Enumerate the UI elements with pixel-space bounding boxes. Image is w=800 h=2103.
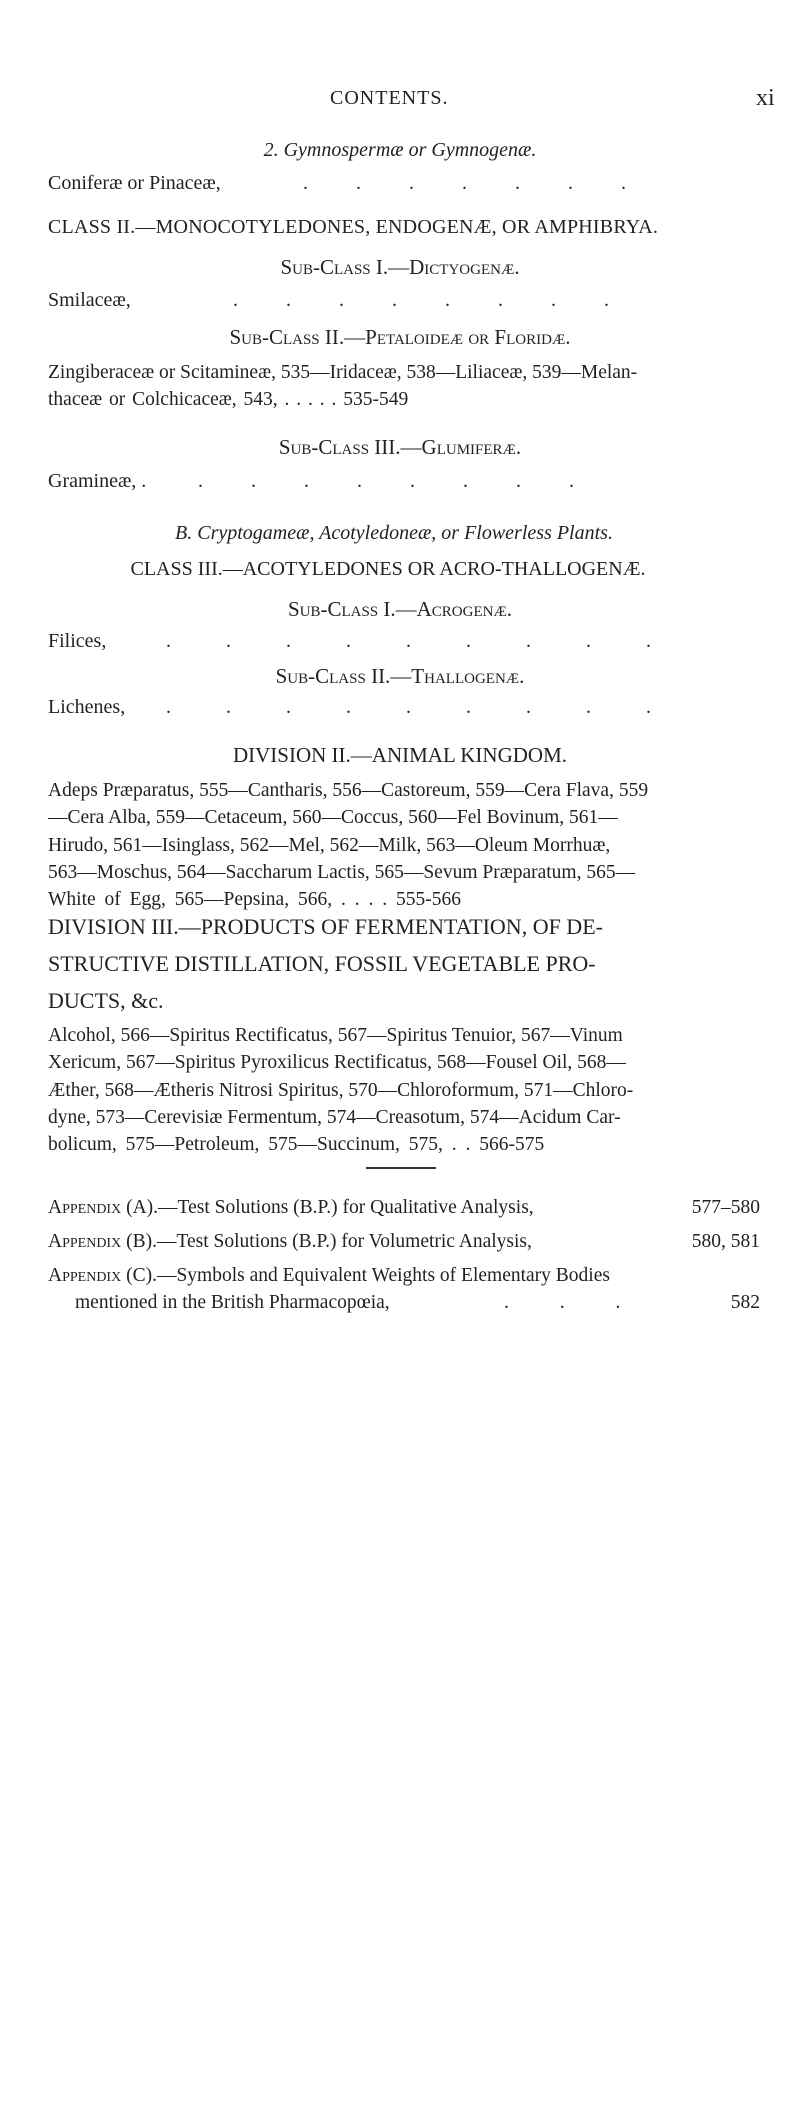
text-line: Zingiberaceæ or Scitamineæ, 535—Iridaceæ, 538—Liliaceæ, 539—Melan- <box>48 362 638 383</box>
toc-entry-coniferae <box>48 172 760 200</box>
text-line: 563—Moschus, 564—Saccharum Lactis, 565—Sevum Præparatum, 565— <box>48 861 636 883</box>
leader-dots: . . . . . . . . <box>233 289 609 311</box>
appendix-c-continuation <box>75 1292 760 1314</box>
entry-name: Gramineæ, . <box>48 470 147 492</box>
text-line: White of Egg, 565—Pepsina, 566, . . . . 555-566 <box>48 889 461 911</box>
section-divider <box>366 1167 436 1169</box>
text-line: Adeps Præparatus, 555—Cantharis, 556—Castoreum, 559—Cera Flava, 559 <box>48 780 649 801</box>
toc-entry-smilaceae <box>48 289 760 317</box>
cryptogameae-heading: B. Cryptogameæ, Acotyledoneæ, or Flowerless Plants. <box>175 522 613 544</box>
entry-name: Filices, <box>48 630 107 652</box>
text-line: —Cera Alba, 559—Cetaceum, 560—Coccus, 560—Fel Bovinum, 561— <box>48 807 618 829</box>
subclass-i-heading: Sub-Class I.—Dictyogenæ. <box>280 255 520 279</box>
text-line: Æther, 568—Ætheris Nitrosi Spiritus, 570—Chloroformum, 571—Chloro- <box>48 1079 634 1101</box>
text-line: dyne, 573—Cerevisiæ Fermentum, 574—Creasotum, 574—Acidum Car- <box>48 1106 621 1128</box>
appendix-b-entry <box>48 1231 760 1253</box>
entry-name: Coniferæ or Pinaceæ, <box>48 172 221 194</box>
appendix-label: Appendix (C). <box>48 1265 157 1286</box>
appendix-page: 580, 581 <box>691 1231 760 1252</box>
fermentation-entries <box>48 1023 760 1158</box>
appendix-label: Appendix (A). <box>48 1197 159 1218</box>
toc-entry-gramineae <box>48 470 760 498</box>
appendix-a-entry <box>48 1197 760 1219</box>
heading-line: DIVISION III.—PRODUCTS OF FERMENTATION, OF DE- <box>48 914 603 939</box>
subclass-thallogenae-heading: Sub-Class II.—Thallogenæ. <box>275 664 525 688</box>
text-line: bolicum, 575—Petroleum, 575—Succinum, 575, . . 566-575 <box>48 1134 545 1156</box>
page-number: xi <box>756 85 775 111</box>
toc-entry-filices <box>48 630 760 658</box>
leader-dots: . . . <box>504 1292 621 1313</box>
appendix-title: —Test Solutions (B.P.) for Volumetric Analysis, <box>156 1231 532 1252</box>
class-ii-heading: CLASS II.—MONOCOTYLEDONES, ENDOGENÆ, OR AMPHIBRYA. <box>48 216 659 238</box>
appendix-label: Appendix (B). <box>48 1231 157 1252</box>
running-title: CONTENTS. <box>330 87 449 109</box>
entry-name: Smilaceæ, <box>48 289 131 311</box>
appendix-title-continued: mentioned in the British Pharmacopœia, <box>75 1292 390 1313</box>
subclass-acrogenae-heading: Sub-Class I.—Acrogenæ. <box>287 597 513 621</box>
division-iii-heading <box>48 908 760 1019</box>
text-line: Alcohol, 566—Spiritus Rectificatus, 567—Spiritus Tenuior, 567—Vinum <box>48 1025 623 1046</box>
subclass-iii-heading: Sub-Class III.—Glumiferæ. <box>278 435 522 459</box>
leader-dots: . . . . . . . . . <box>166 630 651 652</box>
gymnosperms-heading: 2. Gymnospermæ or Gymnogenæ. <box>263 139 537 161</box>
appendix-page: 582 <box>730 1292 760 1313</box>
appendix-page: 577–580 <box>691 1197 760 1218</box>
subclass-ii-heading: Sub-Class II.—Petaloideæ or Floridæ. <box>229 325 571 349</box>
leader-dots: . . . . . . . <box>303 172 626 194</box>
text-line: Xericum, 567—Spiritus Pyroxilicus Rectificatus, 568—Fousel Oil, 568— <box>48 1052 626 1074</box>
entry-name: Lichenes, <box>48 696 126 718</box>
appendix-title: —Symbols and Equivalent Weights of Elementary Bodies <box>156 1265 610 1286</box>
text-line: Hirudo, 561—Isinglass, 562—Mel, 562—Milk, 563—Oleum Morrhuæ, <box>48 834 611 856</box>
page-header <box>0 87 800 117</box>
class-iii-heading: CLASS III.—ACOTYLEDONES OR ACRO-THALLOGENÆ. <box>130 558 646 580</box>
toc-entry-lichenes <box>48 696 760 724</box>
heading-line: DUCTS, &c. <box>48 988 164 1013</box>
heading-line: STRUCTIVE DISTILLATION, FOSSIL VEGETABLE PRO- <box>48 951 596 976</box>
appendix-title: —Test Solutions (B.P.) for Qualitative Analysis, <box>158 1197 534 1218</box>
appendix-c-entry <box>48 1265 760 1287</box>
leader-dots: . . . . . . . . . <box>166 696 651 718</box>
animal-kingdom-entries <box>48 777 760 913</box>
text-line: thaceæ or Colchicaceæ, 543, . . . . . 535-549 <box>48 389 409 411</box>
leader-dots: . . . . . . . . <box>198 470 574 492</box>
petaloideae-entries <box>48 359 760 414</box>
division-ii-heading: DIVISION II.—ANIMAL KINGDOM. <box>232 743 567 767</box>
